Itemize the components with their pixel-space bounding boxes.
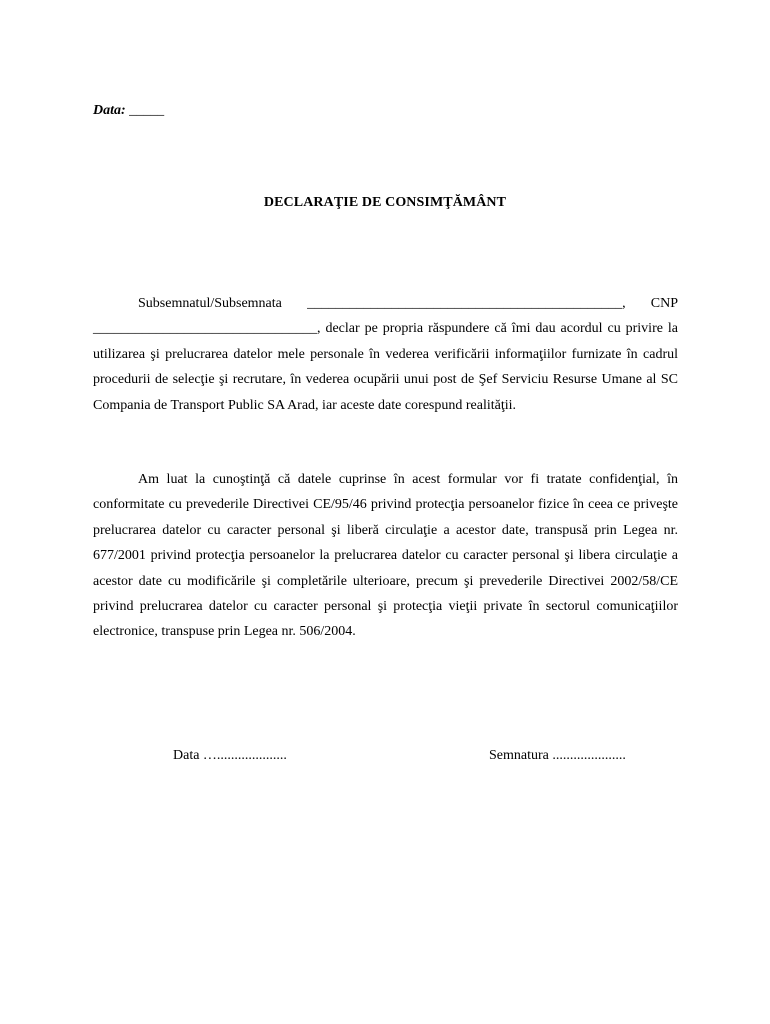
- signature-date: Data …....................: [173, 748, 287, 763]
- consent-paragraph-1: Subsemnatul/Subsemnata _____________________________________________, CNP ________________________________, declar pe propria răspundere că îmi dau acordul cu privire la utilizarea şi prelucrarea datelor mele personale în vederea verificării informaţiilor furnizate în cadrul procedurii de selecţie şi recrutare, în vederea ocupării unui post de Şef Serviciu Resurse Umane al SC Compania de Transport Public SA Arad, iar aceste date corespund realităţii.: [93, 296, 678, 413]
- header-date-blank: _____: [129, 103, 165, 118]
- signature-field: Semnatura .....................: [489, 748, 626, 763]
- consent-paragraph-2: Am luat la cunoştinţă că datele cuprinse în acest formular vor fi tratate confidenţial, în conformitate cu prevederile Directivei CE/95/46 privind protecţia persoanelor fizice în ceea ce priveşte prelucrarea datelor cu caracter personal şi liberă circulaţie a acestor date, transpusă prin Legea nr. 677/2001 privind protecţia persoanelor la prelucrarea datelor cu caracter personal şi libera circulaţie a acestor date cu modificările şi completările ulterioare, precum şi prevederile Directivei 2002/58/CE privind prelucrarea datelor cu caracter personal şi protecţia vieţii private în sectorul comunicaţiilor electronice, transpuse prin Legea nr. 506/2004.: [93, 472, 678, 640]
- header-date: [93, 103, 164, 119]
- document-title: DECLARAŢIE DE CONSIMŢĂMÂNT: [263, 195, 507, 210]
- header-date-label: Data:: [93, 103, 126, 118]
